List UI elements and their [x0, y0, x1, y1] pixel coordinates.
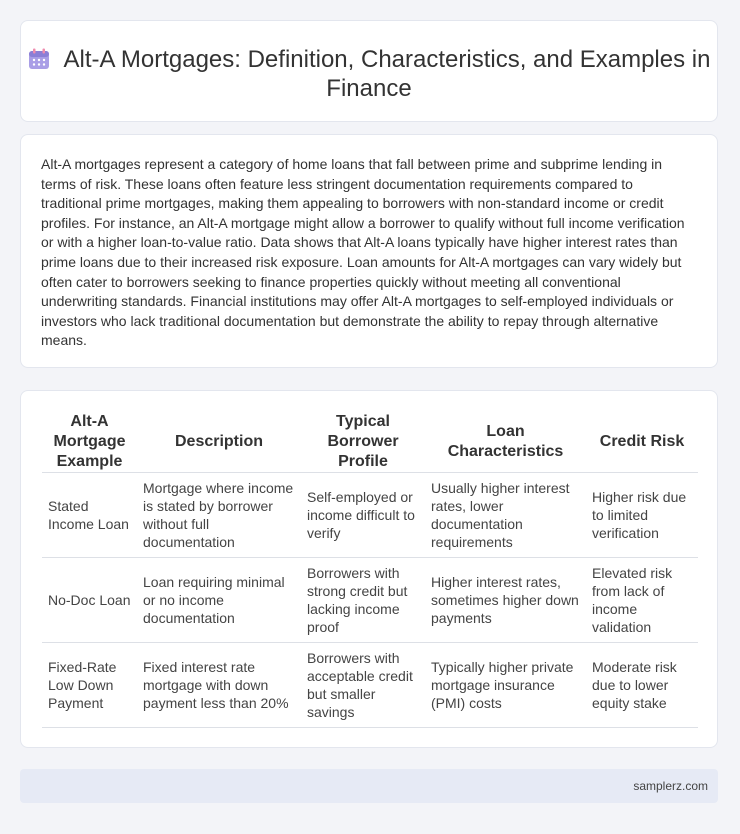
- cell-credit-risk: Elevated risk from lack of income validation: [586, 558, 698, 643]
- cell-example: No-Doc Loan: [42, 558, 137, 643]
- table-row: [42, 643, 698, 728]
- cell-loan-characteristics: Higher interest rates, sometimes higher down payments: [425, 558, 586, 643]
- cell-description: Fixed interest rate mortgage with down payment less than 20%: [137, 643, 301, 728]
- header-borrower-profile: Typical Borrower Profile: [301, 412, 425, 473]
- footer-bar: [20, 769, 718, 803]
- cell-description: Mortgage where income is stated by borrower without full documentation: [137, 473, 301, 558]
- page-title: [21, 45, 717, 103]
- description-card: [20, 134, 718, 368]
- footer-site-link[interactable]: samplerz.com: [633, 779, 708, 793]
- header-loan-characteristics: Loan Characteristics: [425, 412, 586, 473]
- cell-credit-risk: Higher risk due to limited verification: [586, 473, 698, 558]
- header-example: Alt-A Mortgage Example: [42, 412, 137, 473]
- title-card: [20, 20, 718, 122]
- cell-credit-risk: Moderate risk due to lower equity stake: [586, 643, 698, 728]
- cell-borrower-profile: Self-employed or income difficult to verify: [301, 473, 425, 558]
- table-row: [42, 473, 698, 558]
- cell-example: Fixed-Rate Low Down Payment: [42, 643, 137, 728]
- cell-borrower-profile: Borrowers with strong credit but lacking income proof: [301, 558, 425, 643]
- calendar-icon: [28, 48, 50, 70]
- cell-borrower-profile: Borrowers with acceptable credit but smaller savings: [301, 643, 425, 728]
- header-credit-risk: Credit Risk: [586, 412, 698, 473]
- cell-example: Stated Income Loan: [42, 473, 137, 558]
- header-description: Description: [137, 412, 301, 473]
- cell-loan-characteristics: Typically higher private mortgage insurance (PMI) costs: [425, 643, 586, 728]
- cell-description: Loan requiring minimal or no income documentation: [137, 558, 301, 643]
- cell-loan-characteristics: Usually higher interest rates, lower documentation requirements: [425, 473, 586, 558]
- table-header-row: [42, 412, 698, 473]
- description-text: Alt-A mortgages represent a category of home loans that fall between prime and subprime lending in terms of risk. These loans often feature less stringent documentation requirements compared to traditional prime mortgages, making them appealing to borrowers with non-standard income or credit profiles. For instance, an Alt-A mortgage might allow a borrower to qualify without full income verification or with a higher loan-to-value ratio. Data shows that Alt-A loans typically have higher interest rates than prime loans due to their increased risk exposure. Loan amounts for Alt-A mortgages can vary widely but often cater to borrowers seeking to finance properties quickly without meeting all conventional underwriting standards. Financial institutions may offer Alt-A mortgages to self-employed individuals or investors who lack traditional documentation but demonstrate the ability to repay through alternative means.: [41, 156, 685, 349]
- mortgage-table: [42, 412, 698, 728]
- table-card: [20, 390, 718, 748]
- page-title-text: Alt-A Mortgages: Definition, Characteristics, and Examples in Finance: [63, 46, 711, 102]
- table-row: [42, 558, 698, 643]
